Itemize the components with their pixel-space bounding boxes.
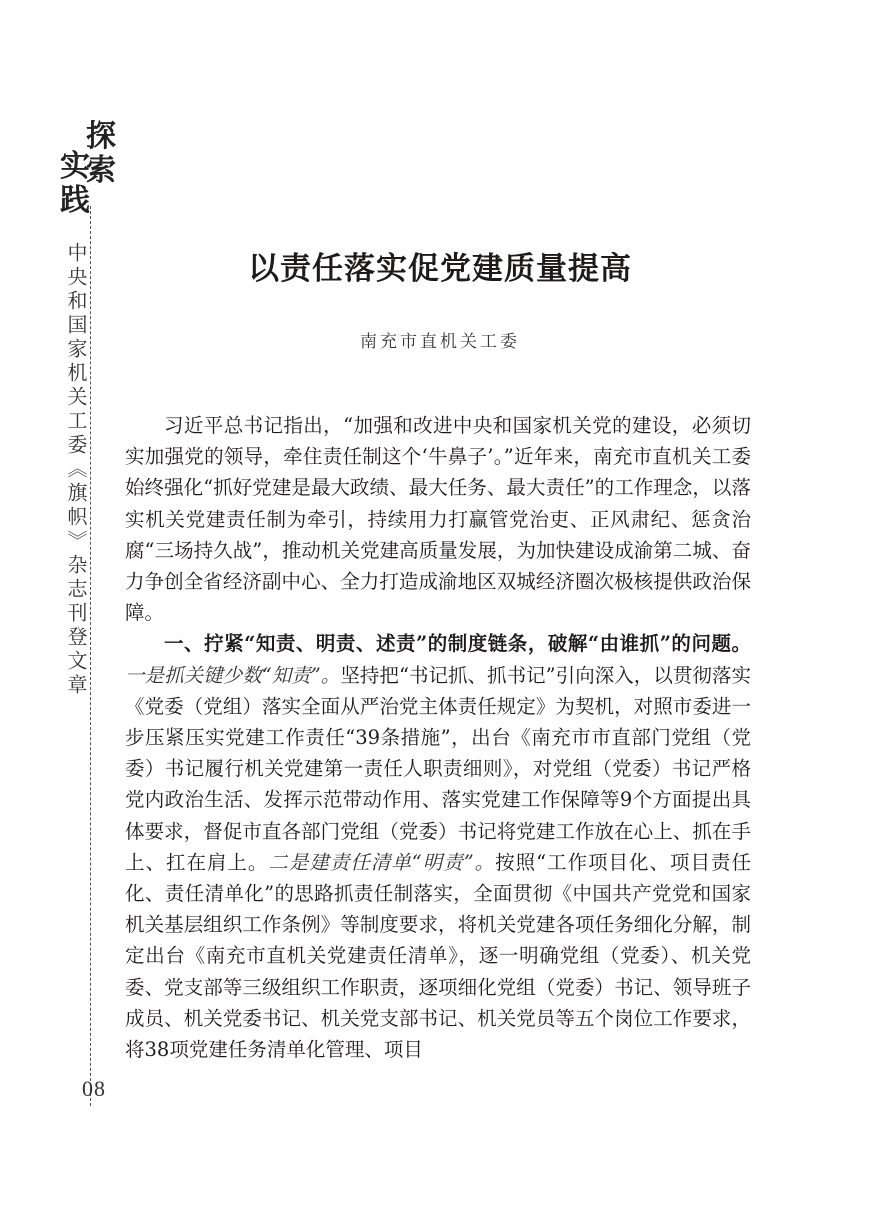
subpoint-label: 一是抓关键少数“知责”。 bbox=[125, 663, 341, 687]
logo-char: 探 bbox=[86, 119, 116, 154]
logo-char: 实 bbox=[60, 149, 90, 184]
paragraph-text: 按照“工作项目化、项目责任化、责任清单化”的思路抓责任制落实，全面贯彻《中国共产党党和国家机关基层组织工作条例》等制度要求，将机关党建各项任务细化分解，制定出台《南充市直机关党建责任清单》，逐一明确党组（党委）、机关党委、党支部等三级组织工作职责，逐项细化党组（党委）书记、领导班子成员、机关党委书记、机关党支部书记、机关党员等五个岗位工作要求，将38项党建任务清单化管理、项目 bbox=[125, 850, 751, 1062]
article-body bbox=[125, 410, 751, 1065]
column-logo bbox=[56, 118, 120, 228]
column-label: 中央和国家机关工委《旗帜》杂志刊登文章 bbox=[64, 242, 88, 698]
paragraph-text: 坚持把“书记抓、抓书记”引向深入，以贯彻落实《党委（党组）落实全面从严治党主体责任规定》为契机，对照市委进一步压紧压实党建工作责任“39条措施”，出台《南充市市直部门党组（党委）书记履行机关党建第一责任人职责细则》，对党组（党委）书记严格党内政治生活、发挥示范带动作用、落实党建工作保障等9个方面提出具体要求，督促市直各部门党组（党委）书记将党建工作放在心上、抓在手上、扛在肩上。 bbox=[125, 663, 751, 874]
section-heading: 一、拧紧“知责、明责、述责”的制度链条，破解“由谁抓”的问题。 bbox=[164, 632, 751, 656]
subpoint-label: 二是建责任清单“明责”。 bbox=[268, 850, 496, 874]
article-title: 以责任落实促党建质量提高 bbox=[248, 251, 632, 287]
page-number: 08 bbox=[82, 1076, 106, 1101]
dashed-divider bbox=[90, 206, 91, 1106]
paragraph bbox=[125, 628, 751, 1065]
logo-char: 索 bbox=[86, 153, 116, 188]
article-author: 南充市直机关工委 bbox=[360, 332, 520, 352]
margin-column bbox=[56, 118, 120, 1108]
logo-char: 践 bbox=[60, 183, 90, 218]
paragraph: 习近平总书记指出，“加强和改进中央和国家机关党的建设，必须切实加强党的领导，牵住责任制这个‘牛鼻子’。”近年来，南充市直机关工委始终强化“抓好党建是最大政绩、最大任务、最大责任”的工作理念，以落实机关党建责任制为牵引，持续用力打赢管党治吏、正风肃纪、惩贪治腐“三场持久战”，推动机关党建高质量发展，为加快建设成渝第二城、奋力争创全省经济副中心、全力打造成渝地区双城经济圈次极核提供政治保障。 bbox=[125, 414, 751, 625]
